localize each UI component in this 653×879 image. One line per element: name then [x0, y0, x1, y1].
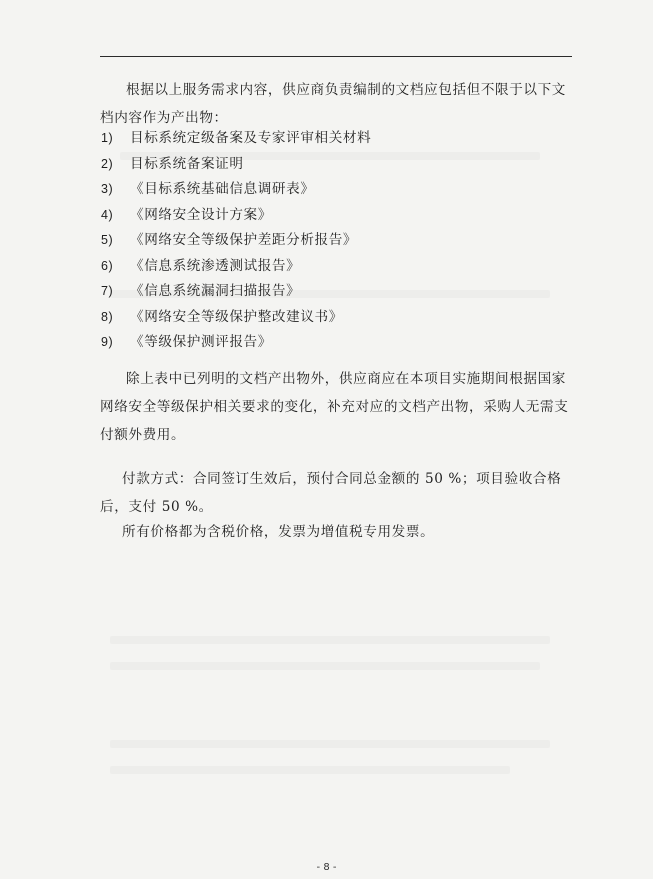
list-item-number: 1) [101, 131, 114, 145]
list-item-number: 7) [101, 284, 114, 298]
bleed-through-mark [110, 766, 510, 774]
list-item-number: 6) [101, 258, 114, 273]
list-item [101, 228, 571, 254]
bleed-through-mark [110, 740, 550, 748]
list-item [101, 126, 571, 152]
list-item-number: 8) [101, 309, 114, 324]
list-item-number: 2) [101, 156, 114, 171]
extra-deliverables-paragraph: 除上表中已列明的文档产出物外，供应商应在本项目实施期间根据国家网络安全等级保护相关要求的变化，补充对应的文档产出物，采购人无需支付额外费用。 [100, 371, 569, 443]
list-item-text: 《网络安全设计方案》 [130, 206, 272, 223]
list-item-text: 《信息系统渗透测试报告》 [130, 257, 301, 274]
intro-paragraph: 根据以上服务需求内容，供应商负责编制的文档应包括但不限于以下文档内容作为产出物： [100, 82, 567, 126]
price-note-paragraph: 所有价格都为含税价格，发票为增值税专用发票。 [122, 524, 435, 540]
bleed-through-mark [110, 662, 540, 670]
list-item-text: 《等级保护测评报告》 [130, 334, 272, 350]
list-item-text: 《网络安全等级保护差距分析报告》 [130, 232, 358, 248]
list-item-text: 《信息系统漏洞扫描报告》 [130, 283, 301, 299]
list-item-text: 目标系统备案证明 [130, 155, 244, 172]
list-item-number: 3) [101, 182, 114, 196]
list-item [101, 305, 571, 331]
list-item-text: 《网络安全等级保护整改建议书》 [130, 308, 343, 325]
deliverables-list [101, 126, 571, 356]
page-number: - 8 - [316, 862, 337, 873]
list-item [101, 152, 571, 178]
list-item [101, 177, 571, 203]
list-item [101, 330, 571, 356]
list-item-number: 9) [101, 335, 114, 349]
list-item-text: 《目标系统基础信息调研表》 [130, 181, 315, 197]
list-item-number: 5) [101, 233, 114, 247]
list-item [101, 254, 571, 280]
list-item-text: 目标系统定级备案及专家评审相关材料 [130, 130, 372, 146]
list-item [101, 279, 571, 305]
list-item [101, 203, 571, 229]
header-rule [100, 56, 572, 57]
bleed-through-mark [110, 636, 550, 644]
list-item-number: 4) [101, 207, 114, 222]
payment-terms-paragraph: 付款方式：合同签订生效后，预付合同总金额的 50 %；项目验收合格后，支付 50 %。 [100, 471, 562, 515]
